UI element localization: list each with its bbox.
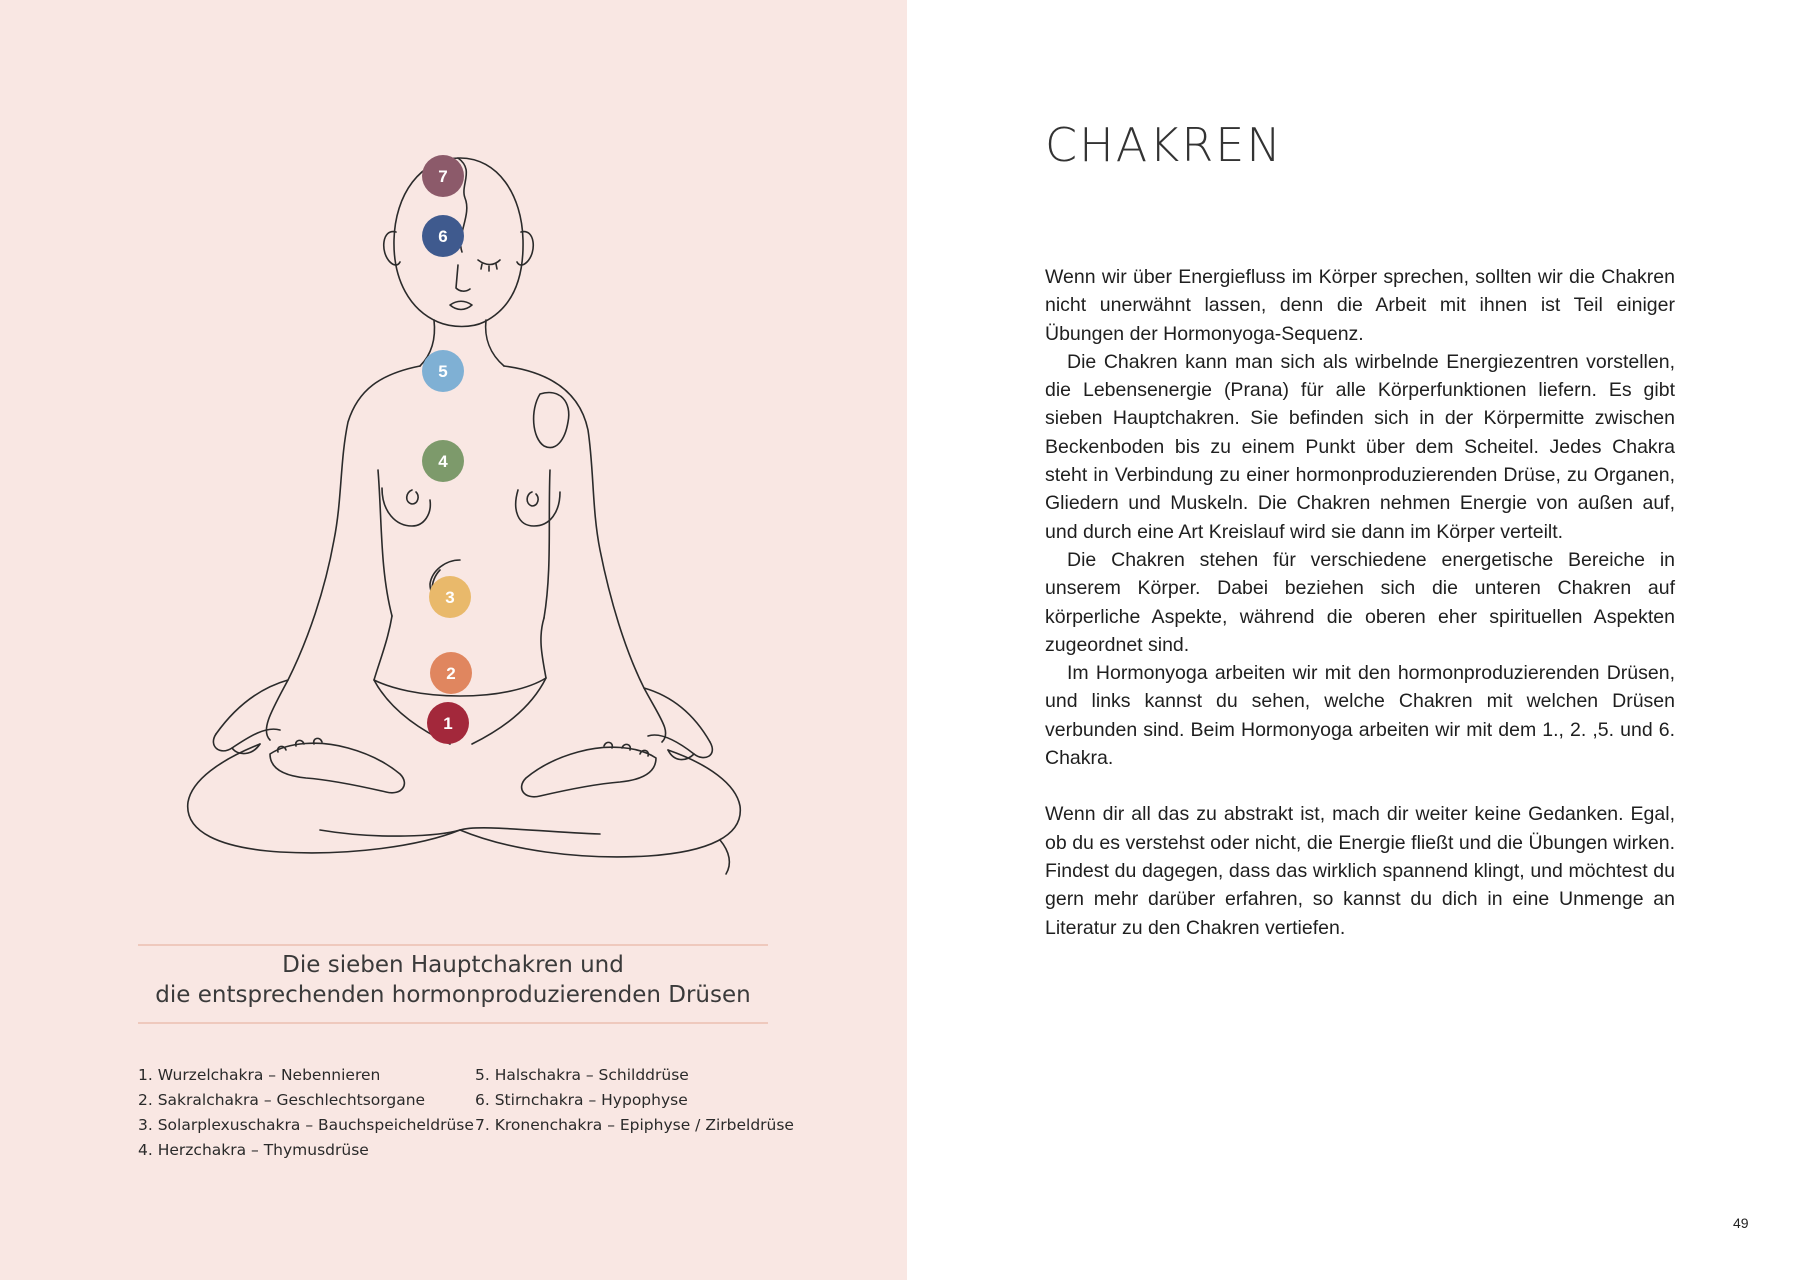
chakra-legend-column-1 bbox=[138, 1063, 474, 1163]
figure-caption bbox=[138, 950, 768, 1010]
chakra-6 bbox=[422, 215, 464, 257]
chakra-6-number: 6 bbox=[438, 227, 448, 246]
chakra-4-number: 4 bbox=[438, 452, 448, 471]
chakra-3 bbox=[429, 576, 471, 618]
caption-line-1: Die sieben Hauptchakren und bbox=[282, 952, 624, 978]
chakra-2-number: 2 bbox=[446, 664, 456, 683]
paragraph-5: Wenn dir all das zu abstrakt ist, mach dir weiter keine Gedanken. Egal, ob du es verstehst oder nicht, die Energie fließt und die Übungen wirken. Findest du dagegen, dass das wirklich spannend klingt, und möchtest du gern mehr darüber erfahren, so kannst du dich in eine Unmenge an Literatur zu den Chakren vertiefen. bbox=[1045, 803, 1675, 939]
chakra-5-number: 5 bbox=[438, 362, 448, 381]
meditating-figure-illustration bbox=[120, 140, 800, 880]
legend-item: 4. Herzchakra – Thymusdrüse bbox=[138, 1141, 369, 1159]
page-number: 49 bbox=[1733, 1215, 1749, 1231]
chakra-5 bbox=[422, 350, 464, 392]
chakra-1-number: 1 bbox=[443, 714, 453, 733]
paragraph-3: Die Chakren stehen für verschiedene energetische Bereiche in unserem Körper. Dabei beziehen sich die unteren Chakren auf körperliche Aspekte, während die oberen eher spirituellen Aspekten zugeordnet sind. bbox=[1045, 548, 1675, 656]
chakra-1 bbox=[427, 702, 469, 744]
figure-line-drawing bbox=[188, 158, 741, 874]
paragraph-4: Im Hormonyoga arbeiten wir mit den hormonproduzierenden Drüsen, und links kannst du sehen, welche Chakren mit welchen Drüsen verbunden sind. Beim Hormonyoga arbeiten wir mit dem 1., 2. ,5. und 6. Chakra. bbox=[1045, 662, 1675, 770]
chakra-2 bbox=[430, 652, 472, 694]
chakra-7 bbox=[422, 155, 464, 197]
caption-rule-bottom bbox=[138, 1022, 768, 1024]
legend-item: 3. Solarplexuschakra – Bauchspeicheldrüse bbox=[138, 1116, 474, 1134]
paragraph-1: Wenn wir über Energiefluss im Körper sprechen, sollten wir die Chakren nicht unerwähnt lassen, denn die Arbeit mit ihnen ist Teil einiger Übungen der Hormonyoga-Sequenz. bbox=[1045, 266, 1675, 345]
chakra-3-number: 3 bbox=[445, 588, 455, 607]
chakra-figure bbox=[120, 140, 800, 880]
caption-rule-top bbox=[138, 944, 768, 946]
legend-item: 2. Sakralchakra – Geschlechtsorgane bbox=[138, 1091, 426, 1109]
chakra-4 bbox=[422, 440, 464, 482]
paragraph-2: Die Chakren kann man sich als wirbelnde Energiezentren vorstellen, die Lebensenergie (Prana) für alle Körperfunktionen liefern. Es gibt sieben Hauptchakren. Sie befinden sich in der Körpermitte zwischen Beckenboden bis zu einem Punkt über dem Scheitel. Jedes Chakra steht in Verbindung zu einer hormonproduzierenden Drüse, zu Organen, Gliedern und Muskeln. Die Chakren nehmen Energie von außen auf, und durch eine Art Kreislauf wird sie dann im Körper verteilt. bbox=[1045, 350, 1675, 543]
legend-item: 7. Kronenchakra – Epiphyse / Zirbeldrüse bbox=[475, 1116, 794, 1134]
legend-item: 6. Stirnchakra – Hypophyse bbox=[475, 1091, 688, 1109]
legend-item: 1. Wurzelchakra – Nebennieren bbox=[138, 1066, 381, 1084]
legend-item: 5. Halschakra – Schilddrüse bbox=[475, 1066, 689, 1084]
chapter-title: CHAKREN bbox=[1045, 118, 1283, 172]
body-text bbox=[1045, 263, 1675, 942]
chakra-7-number: 7 bbox=[438, 167, 448, 186]
caption-line-2: die entsprechenden hormonproduzierenden Drüsen bbox=[155, 982, 751, 1008]
chakra-legend-column-2 bbox=[475, 1063, 794, 1138]
